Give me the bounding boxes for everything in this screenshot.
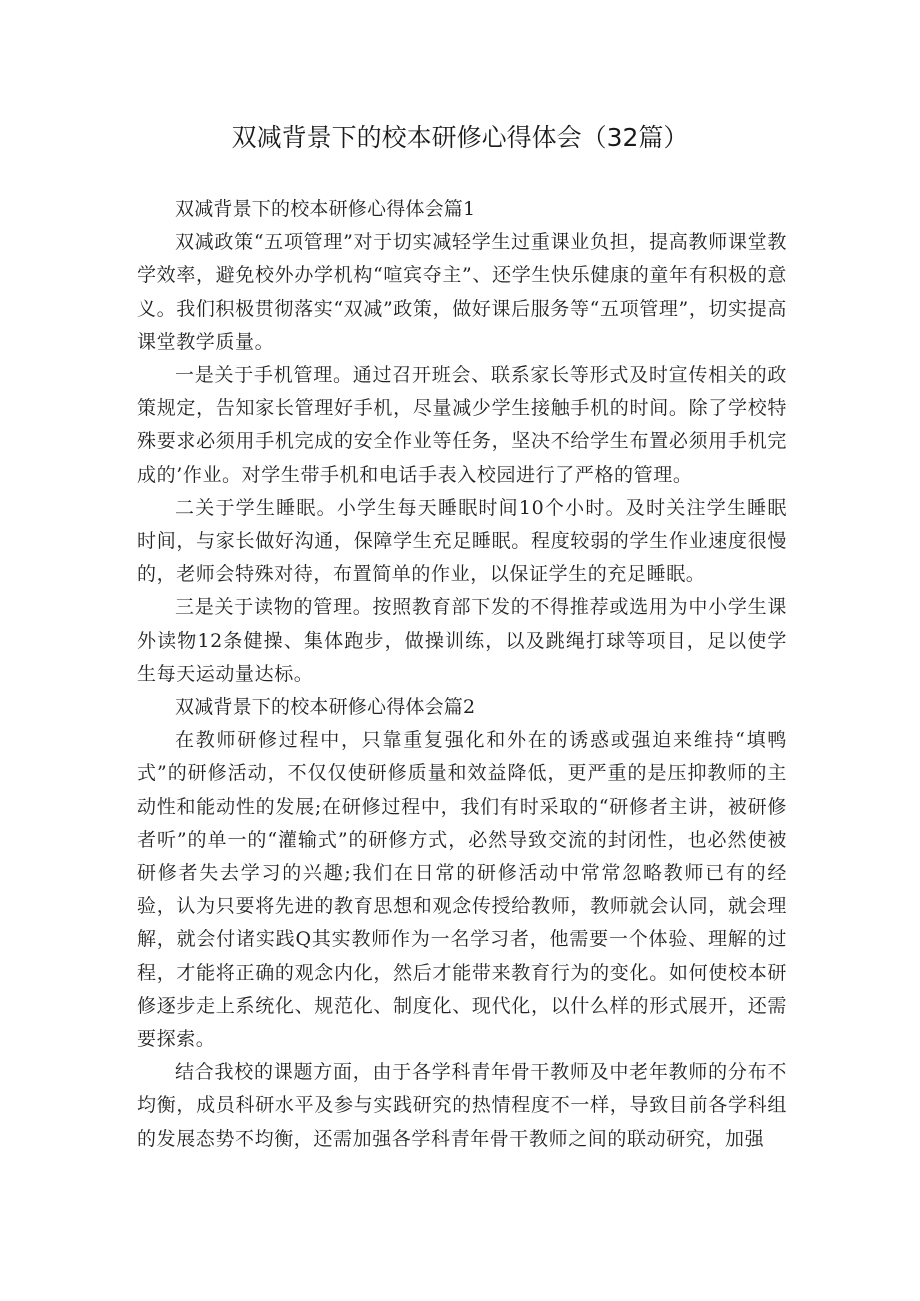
document-title: 双减背景下的校本研修心得体会（32篇） (231, 123, 689, 152)
section-heading-2: 双减背景下的校本研修心得体会篇2 (175, 696, 476, 719)
paragraph: 三是关于读物的管理。按照教育部下发的不得推荐或选用为中小学生课外读物12条健操、集体跑步，做操训练，以及跳绳打球等项目，足以使学生每天运动量达标。 (137, 596, 787, 685)
paragraph: 双减政策“五项管理”对于切实减轻学生过重课业负担，提高教师课堂教学效率，避免校外办学机构“喧宾夺主”、还学生快乐健康的童年有积极的意义。我们积极贯彻落实“双减”政策，做好课后服务等“五项管理”，切实提高课堂教学质量。 (137, 231, 787, 353)
paragraph: 一是关于手机管理。通过召开班会、联系家长等形式及时宣传相关的政策规定，告知家长管理好手机，尽量减少学生接触手机的时间。除了学校特殊要求必须用手机完成的安全作业等任务，坚决不给学生布置必须用手机完成的’作业。对学生带手机和电话手表入校园进行了严格的管理。 (137, 364, 787, 486)
section-heading-1: 双减背景下的校本研修心得体会篇1 (175, 198, 476, 220)
paragraph: 在教师研修过程中，只靠重复强化和外在的诱惑或强迫来维持“填鸭式”的研修活动，不仅仅使研修质量和效益降低，更严重的是压抑教师的主动性和能动性的发展;在研修过程中，我们有时采取的“研修者主讲，被研修者听”的单一的“灌输式”的研修方式，必然导致交流的封闭性，也必然使被研修者失去学习的兴趣;我们在日常的研修活动中常常忽略教师已有的经验，认为只要将先进的教育思想和观念传授给教师，教师就会认同，就会理解，就会付诸实践Q其实教师作为一名学习者，他需要一个体验、理解的过程，才能将正确的观念内化，然后才能带来教育行为的变化。如何使校本研修逐步走上系统化、规范化、制度化、现代化，以什么样的形式展开，还需要探索。 (137, 729, 787, 1051)
paragraph: 结合我校的课题方面，由于各学科青年骨干教师及中老年教师的分布不均衡，成员科研水平及参与实践研究的热情程度不一样，导致目前各学科组的发展态势不均衡，还需加强各学科青年骨干教师之间的联动研究，加强 (137, 1061, 787, 1150)
paragraph: 二关于学生睡眠。小学生每天睡眠时间10个小时。及时关注学生睡眠时间，与家长做好沟通，保障学生充足睡眠。程度较弱的学生作业速度很慢的，老师会特殊对待，布置简单的作业，以保证学生的充足睡眠。 (137, 496, 787, 586)
document-body (137, 193, 787, 1156)
